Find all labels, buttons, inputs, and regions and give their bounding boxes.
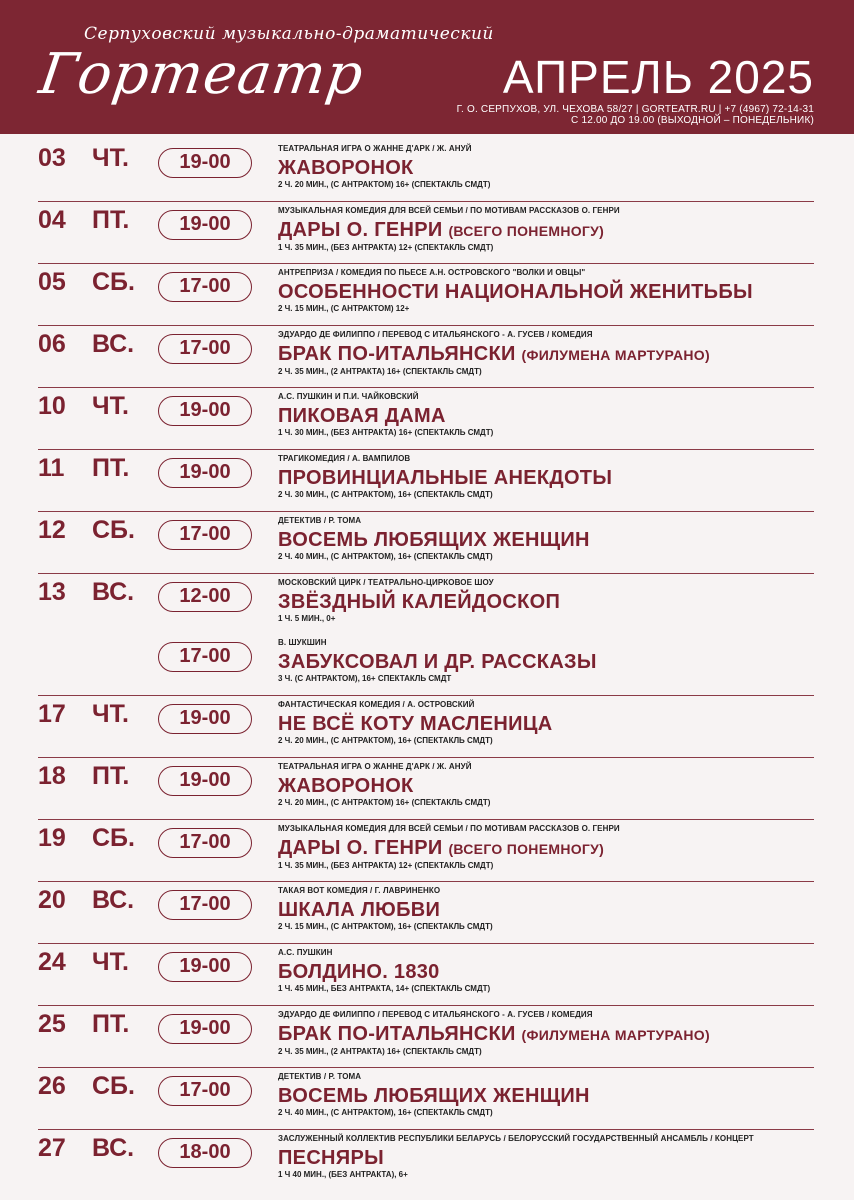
schedule-row bbox=[0, 1006, 854, 1068]
event-genre-author: ТЕАТРАЛЬНАЯ ИГРА О ЖАННЕ Д'АРК / Ж. АНУЙ bbox=[278, 144, 472, 153]
event-subtitle: (ФИЛУМЕНА МАРТУРАНО) bbox=[521, 347, 710, 363]
event-entry[interactable] bbox=[278, 700, 818, 745]
event-duration-info: 1 Ч. 35 МИН., (БЕЗ АНТРАКТА) 12+ (СПЕКТАКЛЬ СМДТ) bbox=[278, 861, 494, 870]
event-genre-author: МОСКОВСКИЙ ЦИРК / ТЕАТРАЛЬНО-ЦИРКОВОЕ ШОУ bbox=[278, 578, 494, 587]
day-number: 19 bbox=[38, 824, 66, 852]
event-subtitle: (ВСЕГО ПОНЕМНОГУ) bbox=[448, 223, 605, 239]
time-badge[interactable]: 19-00 bbox=[158, 458, 252, 488]
day-number: 06 bbox=[38, 330, 66, 358]
event-duration-info: 2 Ч. 35 МИН., (2 АНТРАКТА) 16+ (СПЕКТАКЛЬ СМДТ) bbox=[278, 367, 482, 376]
event-genre-author: ДЕТЕКТИВ / Р. ТОМА bbox=[278, 516, 362, 525]
weekday: ЧТ. bbox=[92, 392, 129, 420]
event-entry[interactable] bbox=[278, 1010, 818, 1056]
time-badge[interactable]: 17-00 bbox=[158, 890, 252, 920]
time-badge[interactable]: 17-00 bbox=[158, 520, 252, 550]
event-title[interactable]: ПИКОВАЯ ДАМА bbox=[278, 405, 446, 427]
day-number: 25 bbox=[38, 1010, 66, 1038]
header bbox=[0, 0, 854, 134]
event-title-line bbox=[278, 651, 818, 673]
weekday: ЧТ. bbox=[92, 144, 129, 172]
event-duration-info: 2 Ч. 15 МИН., (С АНТРАКТОМ) 12+ bbox=[278, 304, 410, 313]
weekday: ПТ. bbox=[92, 206, 130, 234]
event-title[interactable]: ПРОВИНЦИАЛЬНЫЕ АНЕКДОТЫ bbox=[278, 467, 613, 489]
time-badge[interactable]: 17-00 bbox=[158, 272, 252, 302]
event-duration-info: 1 Ч. 35 МИН., (БЕЗ АНТРАКТА) 12+ (СПЕКТАКЛЬ СМДТ) bbox=[278, 243, 494, 252]
event-subtitle: (ФИЛУМЕНА МАРТУРАНО) bbox=[521, 1027, 710, 1043]
event-duration-info: 2 Ч. 15 МИН., (С АНТРАКТОМ), 16+ (СПЕКТАКЛЬ СМДТ) bbox=[278, 922, 493, 931]
weekday: СБ. bbox=[92, 824, 135, 852]
weekday: СБ. bbox=[92, 1072, 135, 1100]
day-number: 20 bbox=[38, 886, 66, 914]
weekday: СБ. bbox=[92, 268, 135, 296]
event-genre-author: ЭДУАРДО ДЕ ФИЛИППО / ПЕРЕВОД С ИТАЛЬЯНСКОГО - А. ГУСЕВ / КОМЕДИЯ bbox=[278, 330, 593, 339]
event-entry[interactable] bbox=[278, 516, 818, 561]
schedule-row bbox=[0, 326, 854, 388]
event-title-line bbox=[278, 713, 818, 735]
schedule-row bbox=[0, 882, 854, 944]
time-badge[interactable]: 19-00 bbox=[158, 766, 252, 796]
weekday: ЧТ. bbox=[92, 700, 129, 728]
event-entry[interactable] bbox=[278, 206, 818, 252]
event-title[interactable]: ДАРЫ О. ГЕНРИ bbox=[278, 219, 443, 241]
event-title-line bbox=[278, 1023, 818, 1046]
event-title-line bbox=[278, 281, 818, 303]
event-genre-author: ТАКАЯ ВОТ КОМЕДИЯ / Г. ЛАВРИНЕНКО bbox=[278, 886, 441, 895]
time-badge[interactable]: 12-00 bbox=[158, 582, 252, 612]
event-duration-info: 2 Ч. 40 МИН., (С АНТРАКТОМ), 16+ (СПЕКТАКЛЬ СМДТ) bbox=[278, 1108, 493, 1117]
weekday: ПТ. bbox=[92, 762, 130, 790]
event-entry[interactable] bbox=[278, 330, 818, 376]
event-title-line bbox=[278, 467, 818, 489]
event-entry[interactable] bbox=[278, 144, 818, 189]
event-title-line bbox=[278, 899, 818, 921]
day-number: 05 bbox=[38, 268, 66, 296]
event-duration-info: 1 Ч. 45 МИН., БЕЗ АНТРАКТА, 14+ (СПЕКТАКЛЬ СМДТ) bbox=[278, 984, 491, 993]
event-duration-info: 3 Ч. (С АНТРАКТОМ), 16+ СПЕКТАКЛЬ СМДТ bbox=[278, 674, 452, 683]
time-badge[interactable]: 19-00 bbox=[158, 148, 252, 178]
day-number: 26 bbox=[38, 1072, 66, 1100]
time-badge[interactable]: 19-00 bbox=[158, 704, 252, 734]
event-genre-author: ФАНТАСТИЧЕСКАЯ КОМЕДИЯ / А. ОСТРОВСКИЙ bbox=[278, 700, 475, 709]
day-number: 12 bbox=[38, 516, 66, 544]
event-genre-author: А.С. ПУШКИН bbox=[278, 948, 333, 957]
schedule-row bbox=[0, 696, 854, 758]
event-genre-author: МУЗЫКАЛЬНАЯ КОМЕДИЯ ДЛЯ ВСЕЙ СЕМЬИ / ПО МОТИВАМ РАССКАЗОВ О. ГЕНРИ bbox=[278, 824, 620, 833]
schedule-row bbox=[0, 1068, 854, 1130]
event-title[interactable]: ЗВЁЗДНЫЙ КАЛЕЙДОСКОП bbox=[278, 591, 561, 613]
time-badge[interactable]: 19-00 bbox=[158, 952, 252, 982]
schedule-row bbox=[0, 512, 854, 574]
schedule-list bbox=[0, 140, 854, 1192]
event-entry[interactable] bbox=[278, 454, 818, 499]
day-number: 24 bbox=[38, 948, 66, 976]
weekday: ПТ. bbox=[92, 454, 130, 482]
event-duration-info: 1 Ч. 30 МИН., (БЕЗ АНТРАКТА) 16+ (СПЕКТАКЛЬ СМДТ) bbox=[278, 428, 494, 437]
schedule-row bbox=[0, 574, 854, 696]
event-title[interactable]: ШКАЛА ЛЮБВИ bbox=[278, 899, 441, 921]
event-subtitle: (ВСЕГО ПОНЕМНОГУ) bbox=[448, 841, 605, 857]
logo[interactable]: Гортеатр bbox=[35, 42, 368, 107]
schedule-row bbox=[0, 944, 854, 1006]
weekday: СБ. bbox=[92, 516, 135, 544]
event-duration-info: 2 Ч. 20 МИН., (С АНТРАКТОМ) 16+ (СПЕКТАКЛЬ СМДТ) bbox=[278, 180, 491, 189]
weekday: ПТ. bbox=[92, 1010, 130, 1038]
event-entry[interactable] bbox=[278, 268, 818, 313]
event-title-line bbox=[278, 529, 818, 551]
event-duration-info: 2 Ч. 35 МИН., (2 АНТРАКТА) 16+ (СПЕКТАКЛЬ СМДТ) bbox=[278, 1047, 482, 1056]
schedule-row bbox=[0, 820, 854, 882]
day-number: 04 bbox=[38, 206, 66, 234]
logo-subtitle: Серпуховский музыкально-драматический bbox=[84, 24, 494, 44]
event-entry[interactable] bbox=[278, 578, 818, 623]
day-number: 13 bbox=[38, 578, 66, 606]
event-title[interactable]: ОСОБЕННОСТИ НАЦИОНАЛЬНОЙ ЖЕНИТЬБЫ bbox=[278, 281, 753, 303]
time-badge[interactable]: 19-00 bbox=[158, 210, 252, 240]
event-genre-author: МУЗЫКАЛЬНАЯ КОМЕДИЯ ДЛЯ ВСЕЙ СЕМЬИ / ПО МОТИВАМ РАССКАЗОВ О. ГЕНРИ bbox=[278, 206, 620, 215]
event-genre-author: ТЕАТРАЛЬНАЯ ИГРА О ЖАННЕ Д'АРК / Ж. АНУЙ bbox=[278, 762, 472, 771]
event-duration-info: 2 Ч. 30 МИН., (С АНТРАКТОМ), 16+ (СПЕКТАКЛЬ СМДТ) bbox=[278, 490, 493, 499]
time-badge[interactable]: 19-00 bbox=[158, 1014, 252, 1044]
event-title-line bbox=[278, 837, 818, 860]
event-entry[interactable] bbox=[278, 886, 818, 931]
schedule-row bbox=[0, 388, 854, 450]
event-title[interactable]: ЖАВОРОНОК bbox=[278, 775, 414, 797]
schedule-row bbox=[0, 450, 854, 512]
weekday: ВС. bbox=[92, 1134, 135, 1162]
time-badge[interactable]: 18-00 bbox=[158, 1138, 252, 1168]
event-title-line bbox=[278, 1085, 818, 1107]
event-duration-info: 1 Ч. 5 МИН., 0+ bbox=[278, 614, 336, 623]
weekday: ВС. bbox=[92, 578, 135, 606]
event-entry[interactable] bbox=[278, 824, 818, 870]
event-duration-info: 2 Ч. 20 МИН., (С АНТРАКТОМ), 16+ (СПЕКТАКЛЬ СМДТ) bbox=[278, 736, 493, 745]
event-title[interactable]: БОЛДИНО. 1830 bbox=[278, 961, 440, 983]
event-entry[interactable] bbox=[278, 948, 818, 993]
event-title[interactable]: ВОСЕМЬ ЛЮБЯЩИХ ЖЕНЩИН bbox=[278, 529, 590, 551]
day-number: 10 bbox=[38, 392, 66, 420]
day-number: 03 bbox=[38, 144, 66, 172]
schedule-row bbox=[0, 1130, 854, 1192]
weekday: ВС. bbox=[92, 330, 135, 358]
event-entry[interactable] bbox=[278, 762, 818, 807]
weekday: ВС. bbox=[92, 886, 135, 914]
event-genre-author: ЭДУАРДО ДЕ ФИЛИППО / ПЕРЕВОД С ИТАЛЬЯНСКОГО - А. ГУСЕВ / КОМЕДИЯ bbox=[278, 1010, 593, 1019]
time-badge[interactable]: 17-00 bbox=[158, 642, 252, 672]
time-badge[interactable]: 19-00 bbox=[158, 396, 252, 426]
event-title[interactable]: ЖАВОРОНОК bbox=[278, 157, 414, 179]
event-duration-info: 2 Ч. 40 МИН., (С АНТРАКТОМ), 16+ (СПЕКТАКЛЬ СМДТ) bbox=[278, 552, 493, 561]
event-title-line bbox=[278, 591, 818, 613]
event-duration-info: 2 Ч. 20 МИН., (С АНТРАКТОМ) 16+ (СПЕКТАКЛЬ СМДТ) bbox=[278, 798, 491, 807]
hours-line: С 12.00 ДО 19.00 (ВЫХОДНОЙ – ПОНЕДЕЛЬНИК) bbox=[571, 115, 814, 126]
day-number: 27 bbox=[38, 1134, 66, 1162]
schedule-row bbox=[0, 264, 854, 326]
event-genre-author: ДЕТЕКТИВ / Р. ТОМА bbox=[278, 1072, 362, 1081]
time-badge[interactable]: 17-00 bbox=[158, 1076, 252, 1106]
schedule-row bbox=[0, 140, 854, 202]
weekday: ЧТ. bbox=[92, 948, 129, 976]
event-genre-author: А.С. ПУШКИН И П.И. ЧАЙКОВСКИЙ bbox=[278, 392, 419, 401]
event-genre-author: ЗАСЛУЖЕННЫЙ КОЛЛЕКТИВ РЕСПУБЛИКИ БЕЛАРУСЬ / БЕЛОРУССКИЙ ГОСУДАРСТВЕННЫЙ АНСАМБЛЬ / КОНЦЕРТ bbox=[278, 1134, 754, 1143]
event-entry[interactable] bbox=[278, 1072, 818, 1117]
event-title[interactable]: ПЕСНЯРЫ bbox=[278, 1147, 384, 1169]
event-title[interactable]: ВОСЕМЬ ЛЮБЯЩИХ ЖЕНЩИН bbox=[278, 1085, 590, 1107]
event-title-line bbox=[278, 1147, 818, 1169]
event-title[interactable]: БРАК ПО-ИТАЛЬЯНСКИ bbox=[278, 343, 516, 365]
event-title-line bbox=[278, 157, 818, 179]
event-title-line bbox=[278, 961, 818, 983]
schedule-row bbox=[0, 202, 854, 264]
time-badge[interactable]: 17-00 bbox=[158, 828, 252, 858]
day-number: 18 bbox=[38, 762, 66, 790]
event-title-line bbox=[278, 775, 818, 797]
event-title-line bbox=[278, 343, 818, 366]
day-number: 17 bbox=[38, 700, 66, 728]
event-title[interactable]: ДАРЫ О. ГЕНРИ bbox=[278, 837, 443, 859]
event-entry[interactable] bbox=[278, 1134, 818, 1179]
event-title[interactable]: ЗАБУКСОВАЛ И ДР. РАССКАЗЫ bbox=[278, 651, 597, 673]
event-entry[interactable] bbox=[278, 638, 818, 683]
event-duration-info: 1 Ч 40 МИН., (БЕЗ АНТРАКТА), 6+ bbox=[278, 1170, 408, 1179]
day-number: 11 bbox=[38, 454, 65, 482]
event-genre-author: АНТРЕПРИЗА / КОМЕДИЯ ПО ПЬЕСЕ А.Н. ОСТРОВСКОГО "ВОЛКИ И ОВЦЫ" bbox=[278, 268, 586, 277]
event-genre-author: В. ШУКШИН bbox=[278, 638, 327, 647]
event-title-line bbox=[278, 405, 818, 427]
schedule-row bbox=[0, 758, 854, 820]
event-entry[interactable] bbox=[278, 392, 818, 437]
event-title[interactable]: БРАК ПО-ИТАЛЬЯНСКИ bbox=[278, 1023, 516, 1045]
event-title[interactable]: НЕ ВСЁ КОТУ МАСЛЕНИЦА bbox=[278, 713, 553, 735]
address-line: Г. О. СЕРПУХОВ, УЛ. ЧЕХОВА 58/27 | GORTEATR.RU | +7 (4967) 72-14-31 bbox=[456, 104, 814, 115]
page-title: АПРЕЛЬ 2025 bbox=[502, 51, 814, 103]
event-genre-author: ТРАГИКОМЕДИЯ / А. ВАМПИЛОВ bbox=[278, 454, 411, 463]
event-title-line bbox=[278, 219, 818, 242]
time-badge[interactable]: 17-00 bbox=[158, 334, 252, 364]
